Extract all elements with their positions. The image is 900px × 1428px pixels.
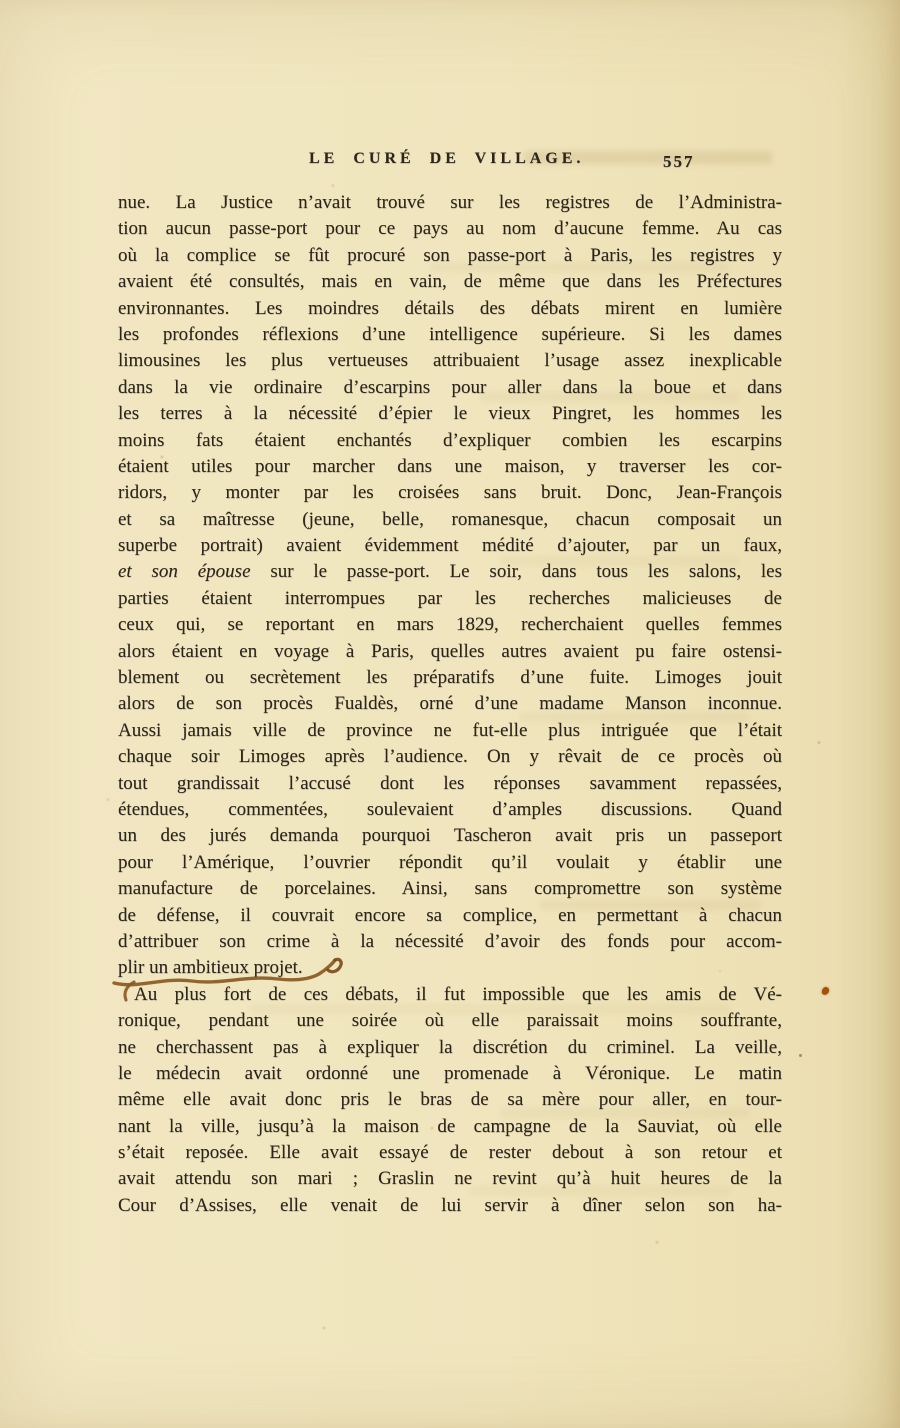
text-line: le médecin avait ordonné une promenade à Véronique. Le matin — [118, 1062, 782, 1084]
text-line: parties étaient interrompues par les recherches malicieuses de — [118, 587, 782, 609]
text-line-underlined: plir un ambitieux projet. — [118, 957, 303, 979]
text-line: d’attribuer son crime à la nécessité d’avoir des fonds pour accom- — [118, 930, 782, 952]
italic-phrase: et son épouse — [118, 561, 251, 583]
text-line: et sa maîtresse (jeune, belle, romanesque, chacun composait un — [118, 508, 782, 530]
text-line: alors de son procès Fualdès, orné d’une madame Manson inconnue. — [118, 693, 782, 715]
text-line: alors étaient en voyage à Paris, quelles autres avaient pu faire ostensi- — [118, 640, 782, 662]
text-line: tout grandissait l’accusé dont les réponses savamment repassées, — [118, 772, 782, 794]
small-ink-speck — [799, 1054, 802, 1057]
text-line: avaient été consultés, mais en vain, de même que dans les Préfectures — [118, 271, 782, 293]
body-text-block — [118, 190, 782, 1219]
text-line: moins fats étaient enchantés d’expliquer combien les escarpins — [118, 429, 782, 451]
text-line: étaient utiles pour marcher dans une maison, y traverser les cor- — [118, 455, 782, 477]
text-line: ne cherchassent pas à expliquer la discrétion du criminel. La veille, — [118, 1036, 782, 1058]
text-line: pour l’Amérique, l’ouvrier répondit qu’il voulait y établir une — [118, 851, 782, 873]
text-line: les terres à la nécessité d’épier le vieux Pingret, les hommes les — [118, 403, 782, 425]
text-line: les profondes réflexions d’une intelligence supérieure. Si les dames — [118, 323, 782, 345]
running-title: LE CURÉ DE VILLAGE. — [309, 150, 585, 167]
text-line: avait attendu son mari ; Graslin ne revint qu’à huit heures de la — [118, 1168, 782, 1190]
text-line-with-italic — [118, 559, 782, 585]
text-line: ridors, y monter par les croisées sans bruit. Donc, Jean-François — [118, 482, 782, 504]
text-line: Aussi jamais ville de province ne fut-elle plus intriguée que l’était — [118, 719, 782, 741]
text-line-paragraph-start: Au plus fort de ces débats, il fut impossible que les amis de Vé- — [134, 983, 782, 1005]
text-line: où la complice se fût procuré son passe-port à Paris, les registres y — [118, 244, 782, 266]
text-line: manufacture de porcelaines. Ainsi, sans compromettre son système — [118, 878, 782, 900]
text-line: ceux qui, se reportant en mars 1829, recherchaient quelles femmes — [118, 614, 782, 636]
text-line: nant la ville, jusqu’à la maison de campagne de la Sauviat, où elle — [118, 1115, 782, 1137]
text-line: s’était reposée. Elle avait essayé de rester debout à son retour et — [118, 1142, 782, 1164]
text-line: limousines les plus vertueuses attribuaient l’usage assez inexplicable — [118, 350, 782, 372]
text-line: chaque soir Limoges après l’audience. On y rêvait de ce procès où — [118, 746, 782, 768]
text-line: même elle avait donc pris le bras de sa mère pour aller, en tour- — [118, 1089, 782, 1111]
text-line: tion aucun passe-port pour ce pays au nom d’aucune femme. Au cas — [118, 218, 782, 240]
text-line-rest: sur le passe-port. Le soir, dans tous les salons, les — [250, 561, 782, 583]
text-line: étendues, commentées, soulevaient d’amples discussions. Quand — [118, 798, 782, 820]
text-line: de défense, il couvrait encore sa complice, en permettant à chacun — [118, 904, 782, 926]
text-line: blement ou secrètement les préparatifs d’une fuite. Limoges jouit — [118, 667, 782, 689]
text-line: environnantes. Les moindres détails des débats mirent en lumière — [118, 297, 782, 319]
text-line: Cour d’Assises, elle venait de lui servir à dîner selon son ha- — [118, 1194, 782, 1216]
text-line: un des jurés demanda pourquoi Tascheron avait pris un passeport — [118, 825, 782, 847]
text-line: superbe portrait) avaient évidemment médité d’ajouter, par un faux, — [118, 535, 782, 557]
text-line: ronique, pendant une soirée où elle paraissait moins souffrante, — [118, 1010, 782, 1032]
text-line: dans la vie ordinaire d’escarpins pour aller dans la boue et dans — [118, 376, 782, 398]
page-number: 557 — [663, 152, 695, 171]
text-line: nue. La Justice n’avait trouvé sur les registres de l’Administra- — [118, 192, 782, 213]
